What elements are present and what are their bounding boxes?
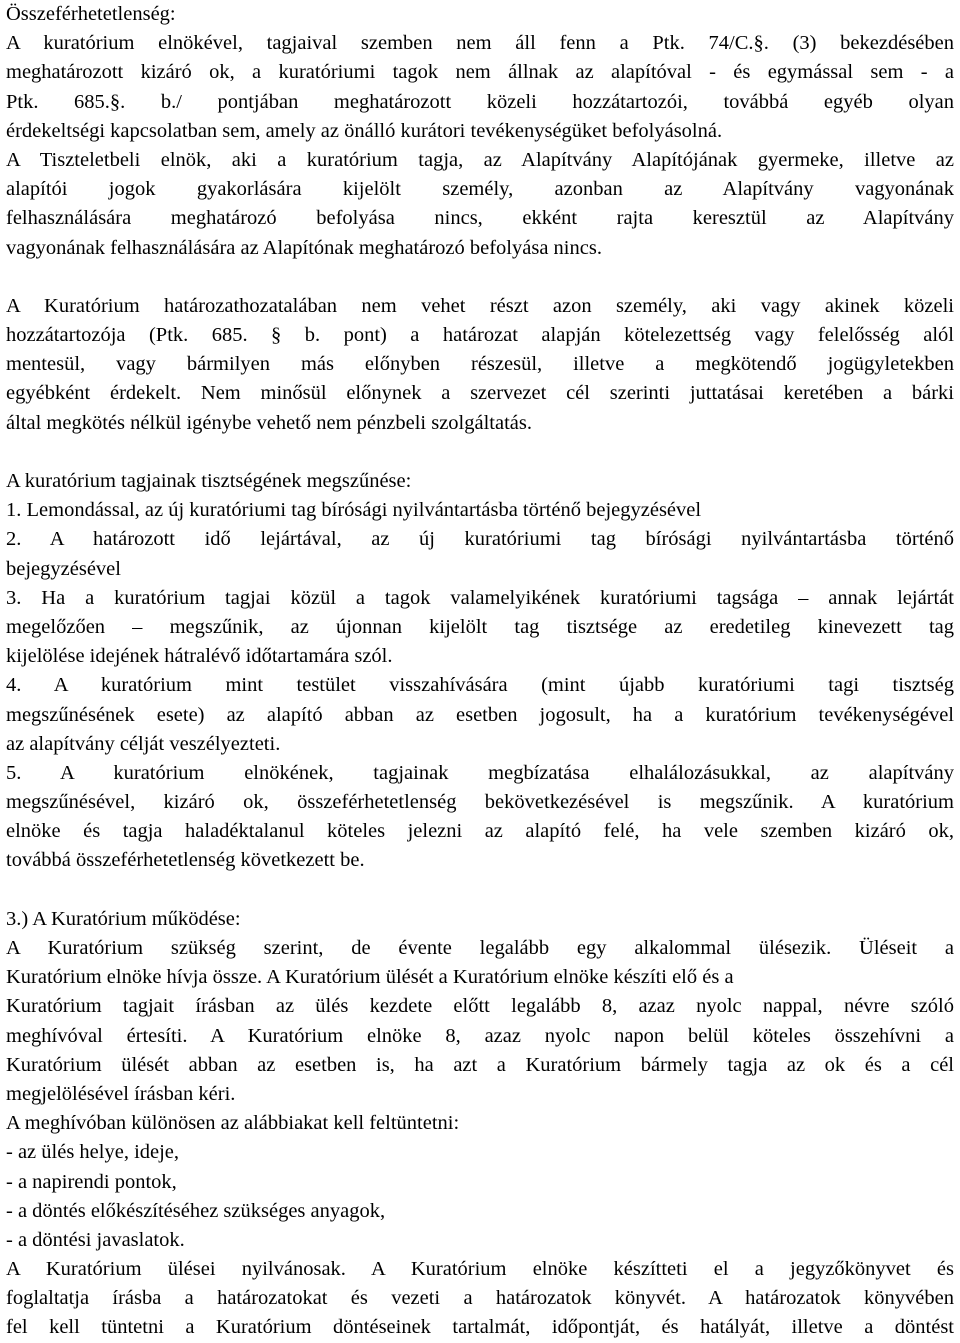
text-line: A kuratórium tagjainak tisztségének megszűnése:	[6, 470, 412, 492]
text-line: 2. A határozott idő lejártával, az új kuratóriumi tag bírósági nyilvántartásba történő	[6, 528, 954, 551]
blank-line	[6, 263, 954, 292]
text-line: megelőzően – megszűnik, az újonnan kijelölt tag tisztsége az eredetileg kinevezett tag	[6, 615, 954, 638]
text-line: alapítói jogok gyakorlására kijelölt személy, azonban az Alapítvány vagyonának	[6, 178, 954, 201]
text-line: 3.) A Kuratórium működése:	[6, 907, 241, 930]
text-line: meghívóval értesíti. A Kuratórium elnöke 8, azaz nyolc napon belül köteles összehívni a	[6, 1024, 954, 1047]
text-line: Kuratórium tagjait írásban az ülés kezdete előtt legalább 8, azaz nyolc nappal, névre szóló	[6, 995, 954, 1018]
text-line: - az ülés helye, ideje,	[6, 1141, 180, 1164]
text-line: Összeférhetetlenség:	[6, 3, 176, 25]
text-line: Ptk. 685.§. b./ pontjában meghatározott közeli hozzátartozói, továbbá egyéb olyan	[6, 90, 954, 113]
text-line: által megkötés nélkül igénybe vehető nem pénzbeli szolgáltatás.	[6, 411, 532, 434]
text-line: bejegyzésével	[6, 557, 121, 580]
text-line: felhasználására meghatározó befolyása nincs, ekként rajta keresztül az Alapítvány	[6, 207, 954, 230]
blank-line	[6, 876, 954, 905]
text-line: vagyonának felhasználására az Alapítónak meghatározó befolyása nincs.	[6, 236, 602, 259]
text-line: Kuratórium ülését abban az esetben is, ha azt a Kuratórium bármely tagja az ok és a cél	[6, 1053, 954, 1076]
text-line: az alapítvány célját veszélyezteti.	[6, 732, 281, 755]
text-line: Kuratórium elnöke hívja össze. A Kuratórium ülését a Kuratórium elnöke készíti elő és a	[6, 966, 734, 989]
text-line: 1. Lemondással, az új kuratóriumi tag bírósági nyilvántartásba történő bejegyzésével	[6, 499, 702, 522]
text-line: megszűnésének esete) az alapító abban az esetben jogosult, ha a kuratórium tevékenységével	[6, 703, 954, 726]
text-line: 4. A kuratórium mint testület visszahívására (mint újabb kuratóriumi tagi tisztség	[6, 674, 954, 697]
blank-line	[6, 438, 954, 467]
text-line: A kuratórium elnökével, tagjaival szemben nem áll fenn a Ptk. 74/C.§. (3) bekezdésében	[6, 32, 954, 55]
text-line: - a döntési javaslatok.	[6, 1228, 185, 1251]
text-line: A Kuratórium ülései nyilvánosak. A Kuratórium elnöke készítteti el a jegyzőkönyvet és	[6, 1258, 954, 1281]
text-line: - a napirendi pontok,	[6, 1170, 177, 1193]
text-line: megjelölésével írásban kéri.	[6, 1082, 236, 1105]
text-line: A meghívóban különösen az alábbiakat kell feltüntetni:	[6, 1112, 460, 1135]
text-line: egyébként érdekelt. Nem minősül előnynek a szervezet cél szerinti juttatásai keretében a bárki	[6, 382, 954, 405]
text-line: 5. A kuratórium elnökének, tagjainak megbízatása elhalálozásukkal, az alapítvány	[6, 761, 954, 784]
text-line: kijelölése idejének hátralévő időtartamára szól.	[6, 645, 393, 668]
text-line: továbbá összeférhetetlenség következett be.	[6, 849, 365, 872]
text-line: foglaltatja írásba a határozatokat és vezeti a határozatok könyvét. A határozatok könyvében	[6, 1287, 954, 1310]
text-line: elnöke és tagja haladéktalanul köteles jelezni az alapító felé, ha vele szemben kizáró ok,	[6, 820, 954, 843]
text-line: A Kuratórium szükség szerint, de évente legalább egy alkalommal ülésezik. Üléseit a	[6, 937, 954, 959]
text-line: A Tiszteletbeli elnök, aki a kuratórium tagja, az Alapítvány Alapítójának gyermeke, illetve az	[6, 148, 954, 171]
text-line: meghatározott kizáró ok, a kuratóriumi tagok nem állnak az alapítóval - és egymással sem - a	[6, 61, 954, 84]
text-line: mentesül, vagy bármilyen más előnyben részesül, illetve a megkötendő jogügyletekben	[6, 353, 954, 376]
document-page	[6, 0, 954, 1343]
text-line: érdekeltségi kapcsolatban sem, amely az önálló kurátori tevékenységüket befolyásolná.	[6, 119, 723, 142]
text-line: 3. Ha a kuratórium tagjai közül a tagok valamelyikének kuratóriumi tagsága – annak lejártát	[6, 586, 954, 609]
text-line: hozzátartozója (Ptk. 685. § b. pont) a határozat alapján kötelezettség vagy felelősség alól	[6, 324, 954, 347]
text-line: fel kell tüntetni a Kuratórium döntéseinek tartalmát, időpontját, és hatályát, illetve a döntést	[6, 1316, 954, 1339]
text-line: - a döntés előkészítéséhez szükséges anyagok,	[6, 1199, 386, 1222]
text-line: A Kuratórium határozathozatalában nem vehet részt azon személy, aki vagy akinek közeli	[6, 294, 954, 317]
text-line: megszűnésével, kizáró ok, összeférhetetlenség bekövetkezésével is megszűnik. A kuratórium	[6, 791, 954, 814]
